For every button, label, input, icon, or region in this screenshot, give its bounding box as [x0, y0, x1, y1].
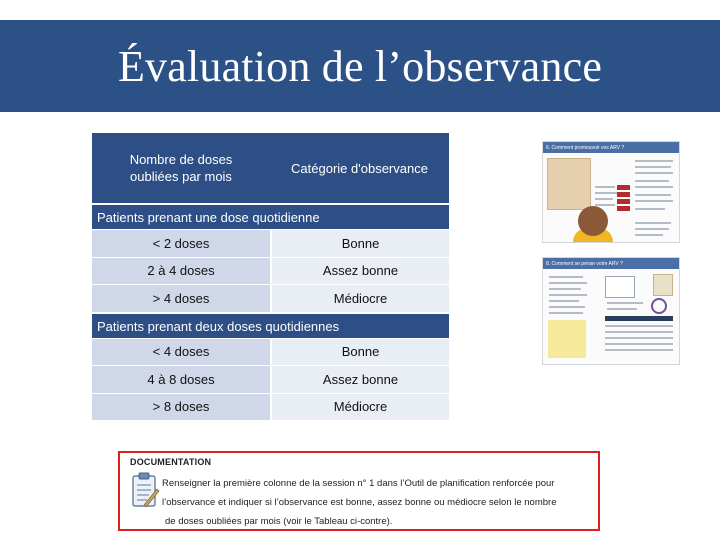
category-cell: Bonne	[270, 230, 449, 257]
title-bar	[0, 20, 720, 112]
page-thumbnails	[542, 141, 680, 365]
table-row	[92, 284, 449, 312]
doses-cell: > 8 doses	[92, 394, 270, 421]
observance-table	[92, 133, 449, 420]
illustration-image	[547, 158, 591, 210]
thumbnail-page-arv-intake	[542, 257, 680, 365]
table-row	[92, 393, 449, 421]
table-row	[92, 257, 449, 285]
documentation-text	[162, 474, 590, 531]
documentation-line: Renseigner la première colonne de la session n° 1 dans l’Outil de planification renforcée pour	[162, 478, 555, 489]
table-row	[92, 338, 449, 366]
documentation-title: DOCUMENTATION	[130, 457, 212, 467]
category-cell: Bonne	[270, 339, 449, 366]
documentation-line: de doses oubliées par mois (voir le Tableau ci-contre).	[165, 516, 393, 527]
page-title: Évaluation de l’observance	[117, 41, 603, 91]
category-cell: Médiocre	[270, 394, 449, 421]
section-twice-daily: Patients prenant deux doses quotidiennes	[92, 312, 449, 338]
thumbnail-heading: 6. Comment promouvoir vos ARV ?	[543, 142, 679, 153]
category-cell: Médiocre	[270, 285, 449, 312]
category-cell: Assez bonne	[270, 258, 449, 285]
table-row	[92, 365, 449, 393]
person-icon	[578, 206, 608, 236]
thumbnail-page-promote-arv	[542, 141, 680, 243]
doses-cell: > 4 doses	[92, 285, 270, 312]
table-row	[92, 229, 449, 257]
thumbnail-heading: 8. Comment se pense votre ARV ?	[543, 258, 679, 269]
documentation-box	[118, 451, 600, 531]
clipboard-icon	[130, 471, 160, 509]
doses-cell: 4 à 8 doses	[92, 366, 270, 393]
header-observance-category: Catégorie d'observance	[291, 160, 428, 176]
doses-cell: < 2 doses	[92, 230, 270, 257]
category-cell: Assez bonne	[270, 366, 449, 393]
table-header	[92, 133, 449, 203]
doses-cell: 2 à 4 doses	[92, 258, 270, 285]
doses-cell: < 4 doses	[92, 339, 270, 366]
documentation-line: l’observance et indiquer si l’observance est bonne, assez bonne ou médiocre selon le nombre	[162, 497, 557, 508]
header-doses-missed: Nombre de doses oubliées par mois	[129, 152, 233, 184]
section-once-daily: Patients prenant une dose quotidienne	[92, 203, 449, 229]
